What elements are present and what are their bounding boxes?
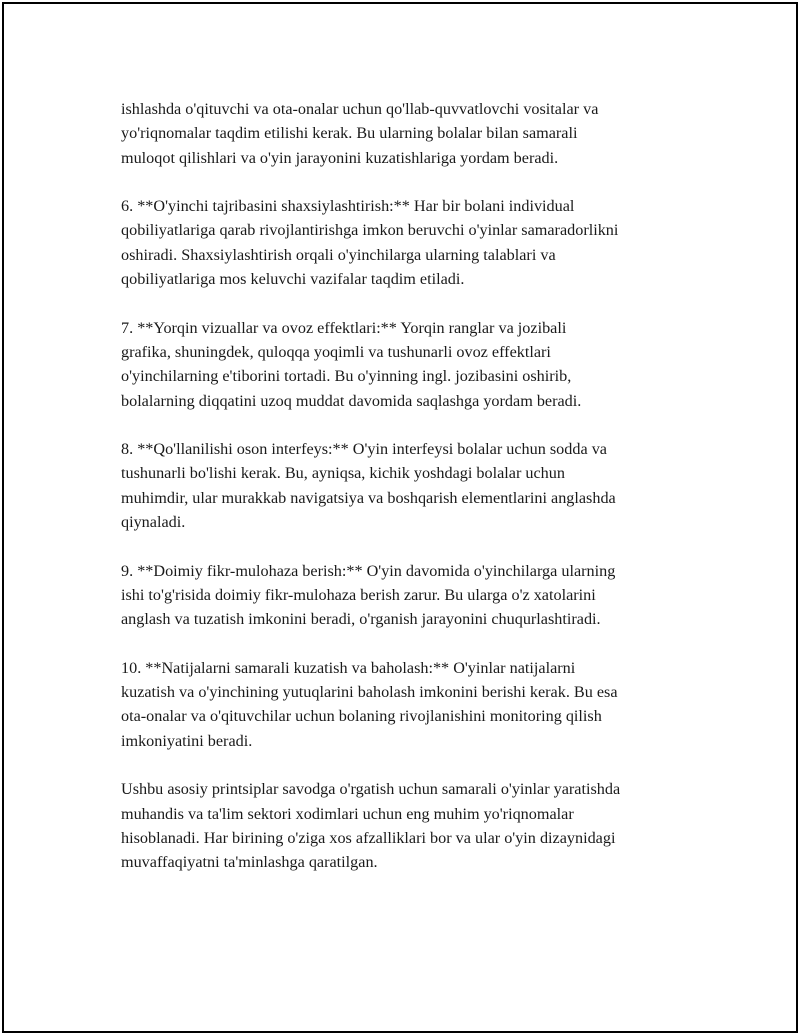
text-line: grafika, shuningdek, quloqqa yoqimli va tushunarli ovoz effektlari (121, 342, 551, 361)
page-frame (2, 2, 798, 1033)
text-line: kuzatish va o'yinchining yutuqlarini baholash imkonini berishi kerak. Bu esa (121, 683, 618, 702)
text-line: anglash va tuzatish imkonini beradi, o'rganish jarayonini chuqurlashtiradi. (121, 610, 601, 629)
text-line: muvaffaqiyatni ta'minlashga qaratilgan. (121, 853, 378, 872)
text-line: tushunarli bo'lishi kerak. Bu, ayniqsa, kichik yoshdagi bolalar uchun (121, 464, 565, 483)
text-line: muhimdir, ular murakkab navigatsiya va boshqarish elementlarini anglashda (121, 488, 616, 507)
paragraph-item-10 (121, 656, 701, 753)
paragraph-intro-continuation (121, 97, 701, 170)
text-line: 9. **Doimiy fikr-mulohaza berish:** O'yin davomida o'yinchilarga ularning (121, 561, 616, 580)
text-line: 6. **O'yinchi tajribasini shaxsiylashtirish:** Har bir bolani individual (121, 197, 575, 216)
text-line: bolalarning diqqatini uzoq muddat davomida saqlashga yordam beradi. (121, 391, 582, 410)
text-line: 8. **Qo'llanilishi oson interfeys:** O'yin interfeysi bolalar uchun sodda va (121, 440, 607, 459)
text-line: 7. **Yorqin vizuallar va ovoz effektlari:** Yorqin ranglar va jozibali (121, 318, 567, 337)
text-line: ishlashda o'qituvchi va ota-onalar uchun qo'llab-quvvatlovchi vositalar va (121, 100, 599, 118)
text-line: qobiliyatlariga mos keluvchi vazifalar taqdim etiladi. (121, 270, 465, 289)
paragraph-item-8 (121, 437, 701, 534)
paragraph-conclusion (121, 777, 701, 874)
text-line: ishi to'g'risida doimiy fikr-mulohaza berish zarur. Bu ularga o'z xatolarini (121, 585, 596, 604)
text-line: o'yinchilarning e'tiborini tortadi. Bu o'yinning ingl. jozibasini oshirib, (121, 367, 572, 386)
paragraph-item-9 (121, 559, 701, 632)
text-line: ota-onalar va o'qituvchilar uchun bolaning rivojlanishini monitoring qilish (121, 707, 602, 726)
text-line: yo'riqnomalar taqdim etilishi kerak. Bu ularning bolalar bilan samarali (121, 124, 578, 143)
text-line: qiynaladi. (121, 513, 186, 532)
text-line: imkoniyatini beradi. (121, 731, 253, 750)
text-line: hisoblanadi. Har birining o'ziga xos afzalliklari bor va ular o'yin dizaynidagi (121, 828, 616, 847)
text-line: muloqot qilishlari va o'yin jarayonini kuzatishlariga yordam beradi. (121, 148, 559, 167)
paragraph-item-6 (121, 194, 701, 291)
text-line: qobiliyatlariga qarab rivojlantirishga imkon beruvchi o'yinlar samaradorlikni (121, 221, 619, 240)
text-line: oshiradi. Shaxsiylashtirish orqali o'yinchilarga ularning talablari va (121, 245, 556, 264)
document-body (121, 97, 701, 899)
text-line: Ushbu asosiy printsiplar savodga o'rgatish uchun samarali o'yinlar yaratishda (121, 780, 621, 799)
text-line: 10. **Natijalarni samarali kuzatish va baholash:** O'yinlar natijalarni (121, 658, 576, 677)
paragraph-item-7 (121, 316, 701, 413)
text-line: muhandis va ta'lim sektori xodimlari uchun eng muhim yo'riqnomalar (121, 804, 574, 823)
